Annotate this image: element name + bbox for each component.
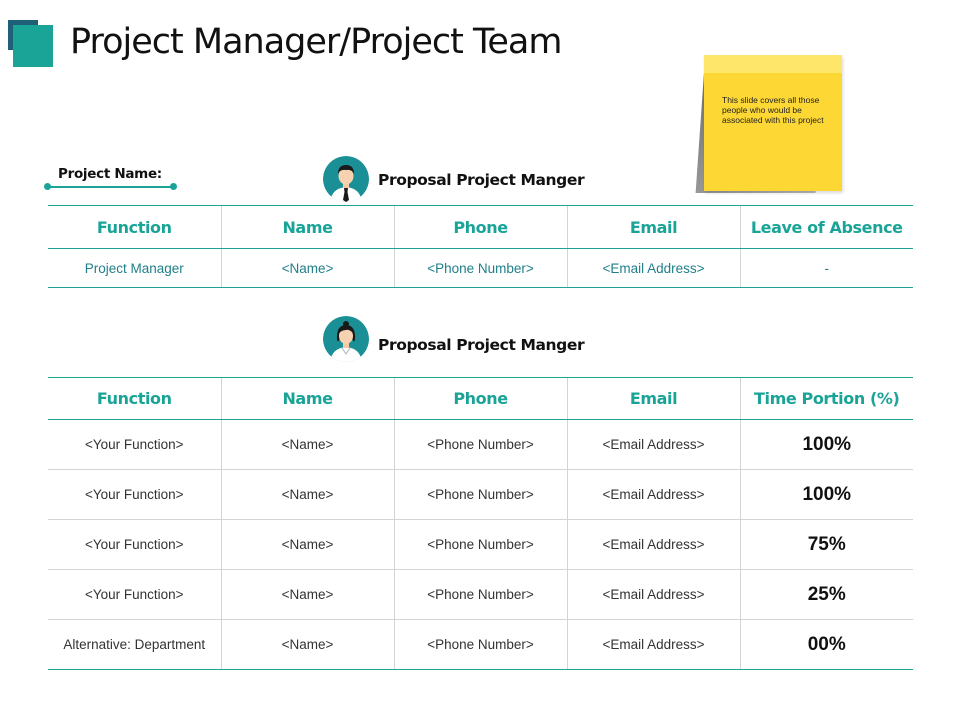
table-row: [48, 570, 913, 620]
table-cell: <Your Function>: [48, 520, 221, 570]
table-cell: <Name>: [221, 420, 394, 470]
table-cell: <Phone Number>: [394, 420, 567, 470]
page-title: Project Manager/Project Team: [70, 22, 562, 62]
table-row: [48, 249, 913, 288]
time-portion-cell: 75%: [740, 520, 913, 570]
column-header: Email: [567, 378, 740, 420]
project-name-underline: [48, 186, 174, 188]
table-cell: <Your Function>: [48, 420, 221, 470]
table-cell: -: [740, 249, 913, 288]
table-cell: <Phone Number>: [394, 570, 567, 620]
sticky-note-band: [704, 55, 842, 73]
table-row: [48, 420, 913, 470]
female-avatar-icon: [323, 316, 369, 362]
table-cell: <Name>: [221, 570, 394, 620]
sticky-note-paper: [704, 55, 842, 191]
table-header-row: [48, 378, 913, 420]
table-cell: Alternative: Department: [48, 620, 221, 670]
table-cell: <Name>: [221, 470, 394, 520]
table-header-row: [48, 206, 913, 249]
time-portion-cell: 100%: [740, 420, 913, 470]
table-cell: <Your Function>: [48, 570, 221, 620]
column-header: Phone: [394, 378, 567, 420]
team-table: [48, 377, 913, 670]
column-header: Name: [221, 206, 394, 249]
table-cell: <Email Address>: [567, 470, 740, 520]
underline-dot-right: [170, 183, 177, 190]
table-cell: <Phone Number>: [394, 249, 567, 288]
table-cell: Project Manager: [48, 249, 221, 288]
column-header: Function: [48, 378, 221, 420]
table-cell: <Email Address>: [567, 420, 740, 470]
section1-heading: Proposal Project Manger: [378, 171, 585, 189]
column-header: Time Portion (%): [740, 378, 913, 420]
time-portion-cell: 25%: [740, 570, 913, 620]
table-cell: <Name>: [221, 620, 394, 670]
male-avatar-icon: [323, 156, 369, 202]
logo-square-front: [13, 25, 53, 67]
table-cell: <Email Address>: [567, 620, 740, 670]
table-cell: <Name>: [221, 249, 394, 288]
column-header: Phone: [394, 206, 567, 249]
time-portion-cell: 00%: [740, 620, 913, 670]
table-cell: <Email Address>: [567, 520, 740, 570]
underline-dot-left: [44, 183, 51, 190]
column-header: Email: [567, 206, 740, 249]
table-cell: <Phone Number>: [394, 520, 567, 570]
table-row: [48, 470, 913, 520]
table-cell: <Your Function>: [48, 470, 221, 520]
table-row: [48, 620, 913, 670]
section2-heading: Proposal Project Manger: [378, 336, 585, 354]
table-cell: <Email Address>: [567, 249, 740, 288]
table-cell: <Phone Number>: [394, 470, 567, 520]
project-name-label: Project Name:: [58, 166, 162, 182]
table-cell: <Name>: [221, 520, 394, 570]
time-portion-cell: 100%: [740, 470, 913, 520]
column-header: Leave of Absence: [740, 206, 913, 249]
table-cell: <Email Address>: [567, 570, 740, 620]
table-row: [48, 520, 913, 570]
table-cell: <Phone Number>: [394, 620, 567, 670]
sticky-note: [700, 55, 845, 195]
column-header: Name: [221, 378, 394, 420]
column-header: Function: [48, 206, 221, 249]
leave-table: [48, 205, 913, 288]
sticky-note-text: This slide covers all those people who would be associated with this project: [722, 95, 824, 125]
